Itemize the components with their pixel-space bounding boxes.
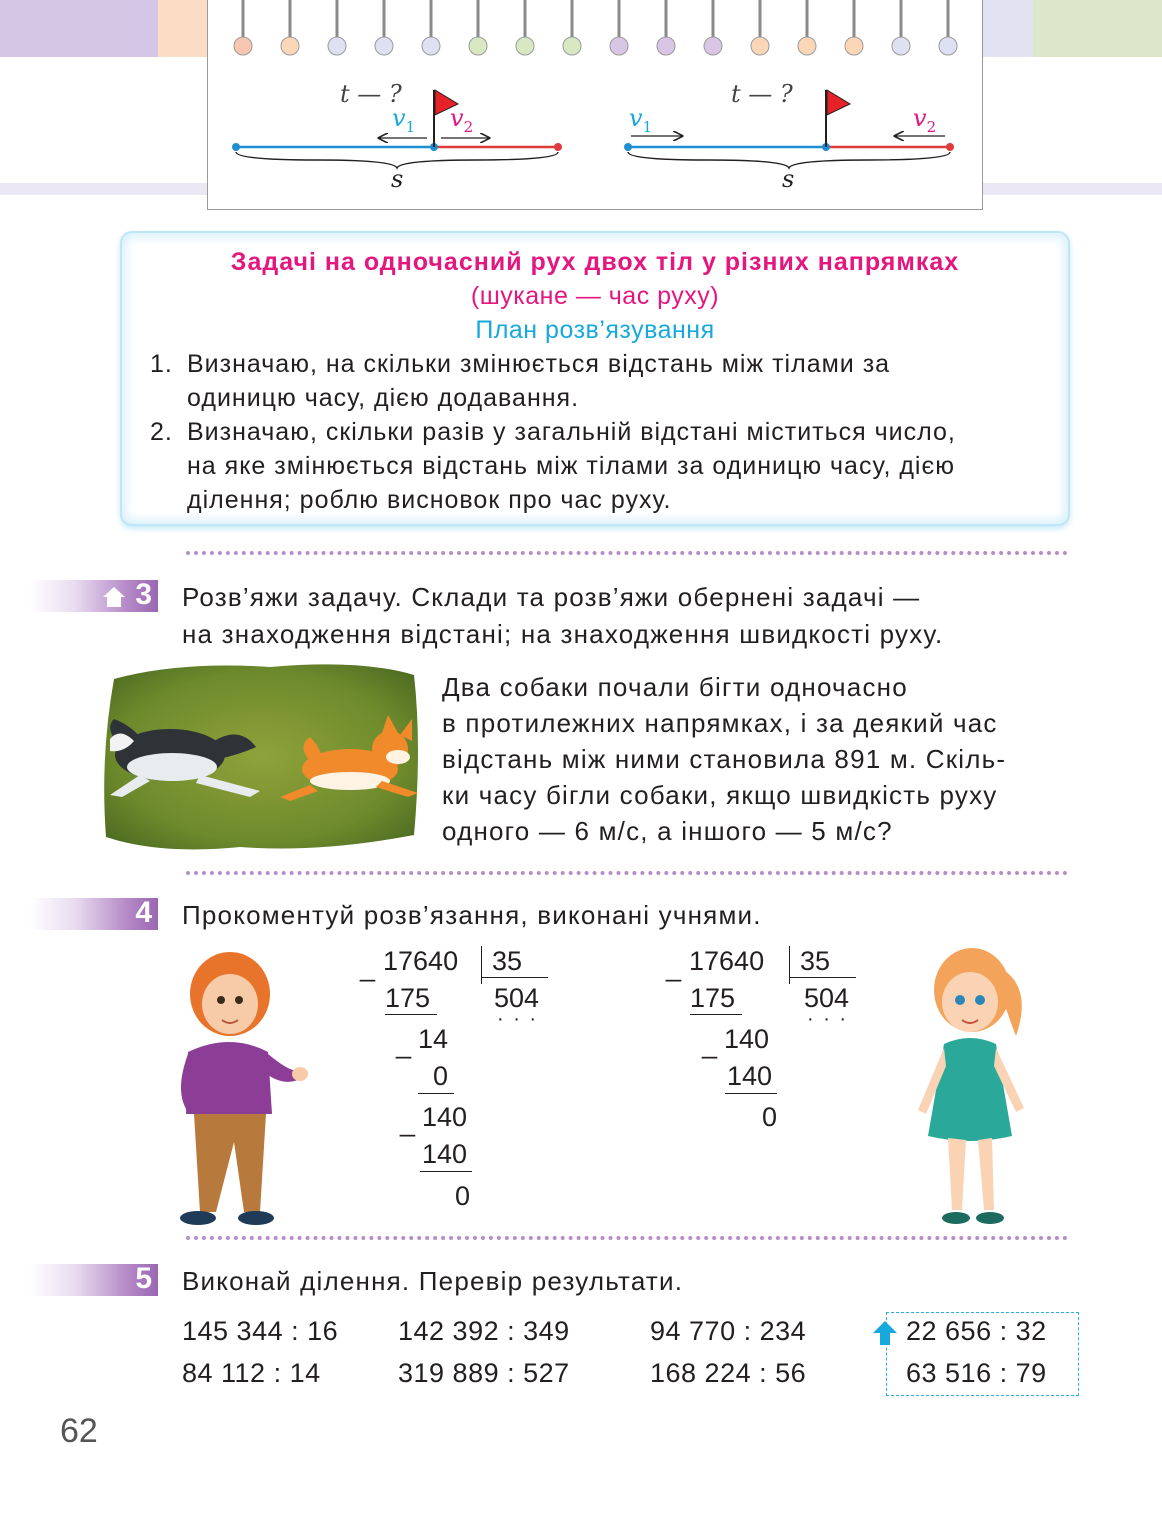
final-remainder: 0	[455, 1181, 471, 1211]
diagram-left-question: t — ?	[340, 80, 402, 108]
binding-hole	[328, 37, 346, 55]
page-number: 62	[60, 1412, 98, 1450]
subtrahend: 140	[727, 1061, 773, 1091]
divider	[186, 1236, 1068, 1240]
problem-line: одного — 6 м/с, а іншого — 5 м/с?	[442, 816, 893, 846]
remainder: 140	[724, 1024, 770, 1054]
rule-title: Задачі на одночасний рух двох тіл у різних напрямках	[230, 248, 960, 276]
binding-hole	[563, 37, 581, 55]
subtrahend: 175	[385, 983, 431, 1013]
binding-hole	[892, 37, 910, 55]
spiral-rings	[234, 0, 957, 55]
binding-hole	[422, 37, 440, 55]
underline	[420, 1171, 472, 1172]
subtrahend: 175	[690, 983, 736, 1013]
division-exercise: 63 516 : 79	[906, 1358, 1047, 1388]
underline	[725, 1093, 777, 1094]
home-icon	[102, 586, 126, 608]
ex4-instruction: Прокоментуй розв’язання, виконані учнями.	[182, 900, 762, 930]
divider	[186, 551, 1068, 555]
rule-plan-heading: План розв’язування	[475, 316, 715, 344]
ex3-instruction-1: Розв’яжи задачу. Склади та розв’яжи обернені задачі —	[182, 582, 921, 612]
top-band-peach	[158, 0, 208, 57]
exercise-tab-4	[30, 898, 158, 930]
binding-hole	[798, 37, 816, 55]
division-exercise: 145 344 : 16	[182, 1316, 339, 1346]
problem-line: ки часу бігли собаки, якщо швидкість руху	[442, 780, 998, 810]
quotient: 504	[494, 983, 540, 1013]
division-exercise: 319 889 : 527	[398, 1358, 570, 1388]
quotient: 504	[804, 983, 850, 1013]
division-exercise: 84 112 : 14	[182, 1358, 321, 1388]
minus-sign: _	[396, 1029, 412, 1059]
exercise-number: 5	[135, 1262, 152, 1295]
binding-hole	[375, 37, 393, 55]
diagram-left-distance: s	[391, 165, 404, 193]
division-exercise: 142 392 : 349	[398, 1316, 570, 1346]
division-exercise: 168 224 : 56	[650, 1358, 807, 1388]
diagram-right-v1: $v_1$	[629, 104, 653, 136]
rule-step-2	[150, 415, 1050, 517]
binding-hole	[469, 37, 487, 55]
dogs-illustration	[100, 657, 422, 855]
ex5-instruction: Виконай ділення. Перевір результати.	[182, 1266, 684, 1296]
ex3-instruction-2: на знаходження відстані; на знаходження швидкості руху.	[182, 619, 944, 649]
quotient-dots: · · ·	[497, 1008, 539, 1030]
division-line	[789, 977, 856, 978]
minus-sign: _	[360, 952, 376, 982]
division-bar	[789, 946, 790, 984]
binding-hole	[610, 37, 628, 55]
underline	[418, 1093, 454, 1094]
diagram-left-v2: $v_2$	[450, 104, 474, 136]
step-line: Визначаю, скільки разів у загальній відстані міститься число,	[187, 418, 956, 446]
rule-step-1	[150, 347, 1050, 415]
step-number: 1.	[150, 350, 173, 378]
binding-hole	[939, 37, 957, 55]
step-line: одиницю часу, дією додавання.	[187, 384, 580, 412]
diagram-left-v1: $v_1$	[392, 104, 416, 136]
minus-sign: _	[666, 952, 682, 982]
divider	[186, 871, 1068, 875]
division-exercise: 22 656 : 32	[906, 1316, 1047, 1346]
girl-illustration	[904, 940, 1044, 1230]
quotient-dots: · · ·	[807, 1008, 849, 1030]
diagram-right-distance: s	[782, 165, 795, 193]
binding-hole	[516, 37, 534, 55]
step-line: на яке змінюється відстань між тілами за одиницю часу, дією	[187, 452, 955, 480]
top-band-lilac	[983, 0, 1033, 57]
diagram-right-v2: $v_2$	[913, 104, 937, 136]
binding-hole	[845, 37, 863, 55]
division-line	[481, 977, 548, 978]
rule-subtitle: (шукане — час руху)	[470, 282, 720, 310]
remainder: 14	[418, 1024, 449, 1054]
dividend: 17640	[689, 946, 765, 976]
advanced-tasks-box	[886, 1312, 1079, 1396]
division-bar	[481, 946, 482, 984]
division-exercise: 94 770 : 234	[650, 1316, 807, 1346]
exercise-number: 4	[135, 896, 152, 929]
up-arrow-icon	[872, 1320, 898, 1346]
diagram-right-question: t — ?	[731, 80, 793, 108]
divisor: 35	[800, 946, 831, 976]
binding-hole	[234, 37, 252, 55]
step-line: Визначаю, на скільки змінюється відстань між тілами за	[187, 350, 891, 378]
exercise-tab-5	[30, 1264, 158, 1296]
problem-line: відстань між ними становила 891 м. Скіль-	[442, 744, 1007, 774]
boy-illustration	[172, 942, 312, 1230]
dividend: 17640	[383, 946, 459, 976]
exercise-number: 3	[135, 578, 152, 611]
top-band-purple	[0, 0, 158, 57]
remainder: 140	[422, 1102, 468, 1132]
subtrahend: 140	[422, 1139, 468, 1169]
binding-hole	[657, 37, 675, 55]
binding-hole	[704, 37, 722, 55]
minus-sign: _	[702, 1029, 718, 1059]
minus-sign: _	[400, 1107, 416, 1137]
binding-hole	[751, 37, 769, 55]
underline	[385, 1014, 437, 1015]
problem-line: Два собаки почали бігти одночасно	[442, 672, 908, 702]
final-remainder: 0	[762, 1102, 778, 1132]
underline	[690, 1014, 742, 1015]
top-band-green	[1033, 0, 1162, 57]
exercise-tab-3	[30, 580, 158, 612]
step-line: ділення; роблю висновок про час руху.	[187, 486, 672, 514]
motion-diagrams	[207, 0, 983, 210]
step-number: 2.	[150, 418, 173, 446]
divisor: 35	[492, 946, 523, 976]
subtrahend: 0	[433, 1061, 449, 1091]
problem-line: в протилежних напрямках, і за деякий час	[442, 708, 998, 738]
binding-hole	[281, 37, 299, 55]
